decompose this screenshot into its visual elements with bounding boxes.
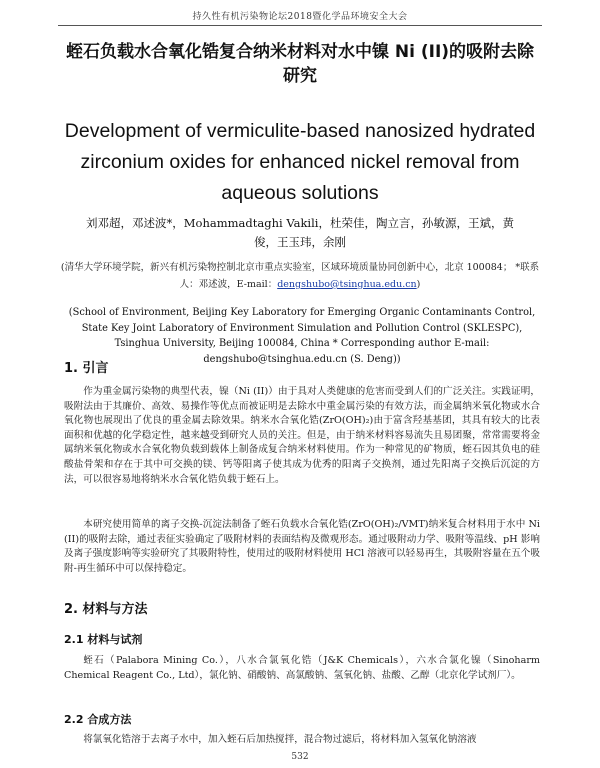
intro-paragraph-2: 本研究使用简单的离子交换-沉淀法制备了蛭石负载水合氧化锆(ZrO(OH)₂/VMT)纳米复合材料用于水中 Ni (II)的吸附去除，通过表征实验确定了吸附材料的表面结构及微观形态。通过吸附动力学、吸附等温线、pH 影响及离子强度影响等实验研究了其吸附特性，使用过的吸附材料使用 HCl 溶液可以轻易再生，其吸附容量在五个吸附-再生循环中可以保持稳定。 bbox=[64, 519, 540, 574]
header-divider bbox=[58, 25, 542, 26]
running-header: 持久性有机污染物论坛2018暨化学品环境安全大会 bbox=[192, 12, 408, 22]
title-chinese: 蛭石负载水合氧化锆复合纳米材料对水中镍 Ni (II)的吸附去除研究 bbox=[65, 42, 535, 86]
section-heading-introduction: 1. 引言 bbox=[64, 361, 109, 376]
affiliation-english: (School of Environment, Beijing Key Laboratory for Emerging Organic Contaminants Control, State Key Joint Laboratory of Environment Simulation and Pollution Control (SKLESPC), Tsinghua University, Beijing 100084, China * Corresponding author E-mail: dengshubo@tsinghua.edu.cn (S. Deng)) bbox=[68, 307, 536, 365]
page-number: 532 bbox=[291, 752, 309, 762]
synthesis-paragraph: 将氯氧化锆溶于去离子水中，加入蛭石后加热搅拌，混合物过滤后，将材料加入氢氧化钠溶液 bbox=[83, 734, 477, 745]
affiliation-chinese-closing: ) bbox=[416, 279, 421, 290]
author-list: 刘邓超，邓述波*，Mohammadtaghi Vakili，杜荣佳，陶立言，孙敏源，王斌，黄俊，王玉玮，余刚 bbox=[86, 216, 514, 249]
title-english: Development of vermiculite-based nanosized hydrated zirconium oxides for enhanced nickel removal from aqueous solutions bbox=[64, 120, 536, 204]
subsection-heading-synthesis: 2.2 合成方法 bbox=[64, 713, 132, 726]
subsection-heading-materials: 2.1 材料与试剂 bbox=[64, 633, 143, 646]
affiliation-chinese-text: (清华大学环境学院，新兴有机污染物控制北京市重点实验室，区域环境质量协同创新中心，北京 100084； *联系人：邓述波，E-mail： bbox=[60, 262, 540, 290]
materials-paragraph: 蛭石（Palabora Mining Co.），八水合氯氧化锆（J&K Chemicals），六水合氯化镍（Sinoharm Chemical Reagent Co., Ltd），氯化钠、硝酸钠、高氯酸钠、氢氧化钠、盐酸、乙醇（北京化学试剂厂）。 bbox=[64, 655, 540, 681]
intro-paragraph-1: 作为重金属污染物的典型代表，镍（Ni (II)）由于具对人类健康的危害而受到人们的广泛关注。实践证明，吸附法由于其廉价、高效、易操作等优点而被证明是去除水中重金属污染的有效方法，而金属纳米氧化物或水合氧化物也展现出了优良的重金属去除效果。纳米水合氧化锆(ZrO(OH)₂)由于富含羟基基团，其具有较大的比表面积和优越的化学稳定性，越来越受到研究人员的关注。但是，由于纳米材料容易流失且易团聚，常常需要将金属纳米氧化物或水合氧化物负载到载体上制备成复合纳米材料使用。作为一种常见的矿物质，蛭石因其负电的硅酸盐骨架和存在于其中可交换的镁、钙等阳离子使其成为优秀的阳离子交换剂，通过先阳离子交换后沉淀的方法，可以很容易地将纳米水合氧化锆负载于蛭石上。 bbox=[64, 386, 540, 485]
section-heading-methods: 2. 材料与方法 bbox=[64, 602, 148, 617]
affiliation-chinese bbox=[60, 259, 540, 293]
email-link[interactable]: dengshubo@tsinghua.edu.cn bbox=[277, 279, 417, 290]
